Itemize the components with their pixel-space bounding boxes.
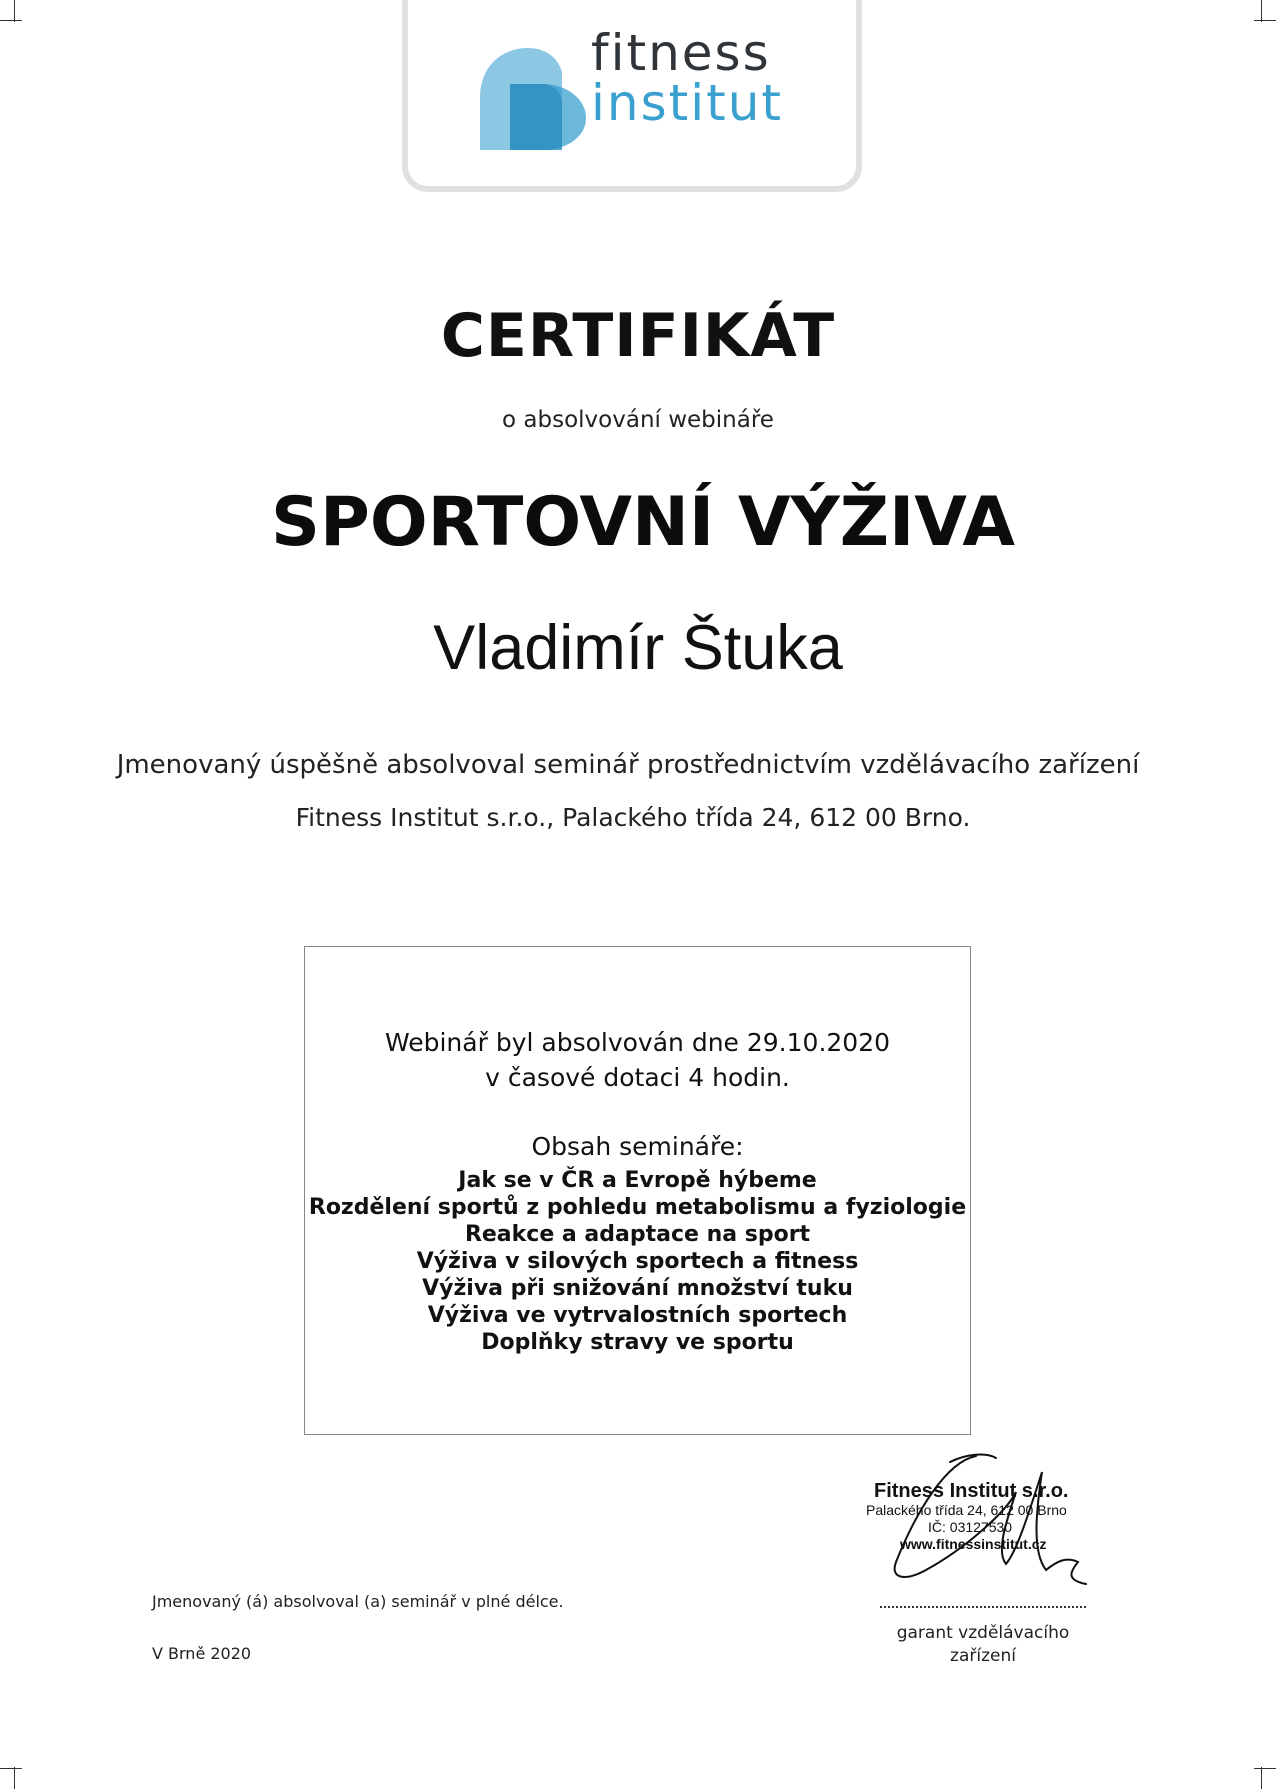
certificate-subtitle: o absolvování webináře	[502, 407, 774, 433]
stamp-text	[862, 1480, 1068, 1553]
logo-wordmark	[591, 24, 784, 132]
signature-label: garant vzdělávacího zařízení	[896, 1623, 1070, 1666]
certificate-title: CERTIFIKÁT	[440, 301, 836, 371]
topic-item: Doplňky stravy ve sportu	[481, 1330, 794, 1355]
stamp-address: Palackého třída 24, 612 00 Brno	[866, 1502, 1067, 1518]
topic-list	[305, 1167, 970, 1356]
crop-mark-top-left	[14, 0, 15, 22]
place-date: V Brně 2020	[152, 1644, 252, 1663]
logo-tab	[402, 0, 862, 192]
stamp-ic: IČ: 03127530	[928, 1519, 1013, 1535]
description-line-1: Jmenovaný úspěšně absolvoval seminář prostřednictvím vzdělávacího zařízení	[116, 750, 1140, 780]
description-line-2: Fitness Institut s.r.o., Palackého třída 24, 612 00 Brno.	[295, 803, 971, 832]
crop-mark-top-left	[0, 20, 22, 21]
topic-item: Výživa ve vytrvalostních sportech	[427, 1303, 848, 1328]
details-box	[304, 946, 971, 1435]
course-name: SPORTOVNÍ VÝŽIVA	[271, 483, 1015, 562]
crop-mark-bottom-right	[1254, 1768, 1276, 1769]
topic-item: Rozdělení sportů z pohledu metabolismu a fyziologie	[308, 1195, 967, 1220]
company-stamp	[856, 1452, 1096, 1592]
topic-item: Výživa při snižování množství tuku	[422, 1276, 853, 1301]
duration: v časové dotaci 4 hodin.	[485, 1063, 790, 1092]
topic-item: Reakce a adaptace na sport	[464, 1222, 811, 1247]
topic-item: Jak se v ČR a Evropě hýbeme	[458, 1168, 817, 1193]
logo-line-1: fitness	[591, 24, 771, 82]
logo-line-2: institut	[591, 74, 784, 132]
content-title: Obsah semináře:	[531, 1132, 744, 1161]
signature-line	[880, 1606, 1086, 1608]
crop-mark-top-right	[1254, 20, 1276, 21]
stamp-company-name: Fitness Institut s.r.o.	[874, 1480, 1069, 1502]
crop-mark-top-right	[1261, 0, 1262, 22]
crop-mark-bottom-right	[1261, 1767, 1262, 1789]
heart-logo-icon	[480, 48, 586, 150]
footer-note: Jmenovaný (á) absolvoval (a) seminář v plné délce.	[152, 1592, 564, 1611]
stamp-website: www.fitnessinstitut.cz	[900, 1536, 1047, 1552]
crop-mark-bottom-left	[0, 1768, 22, 1769]
recipient-name: Vladimír Štuka	[433, 613, 843, 683]
crop-mark-bottom-left	[14, 1767, 15, 1789]
topic-item: Výživa v silových sportech a fitness	[416, 1249, 859, 1274]
completion-date: Webinář byl absolvován dne 29.10.2020	[384, 1028, 891, 1057]
